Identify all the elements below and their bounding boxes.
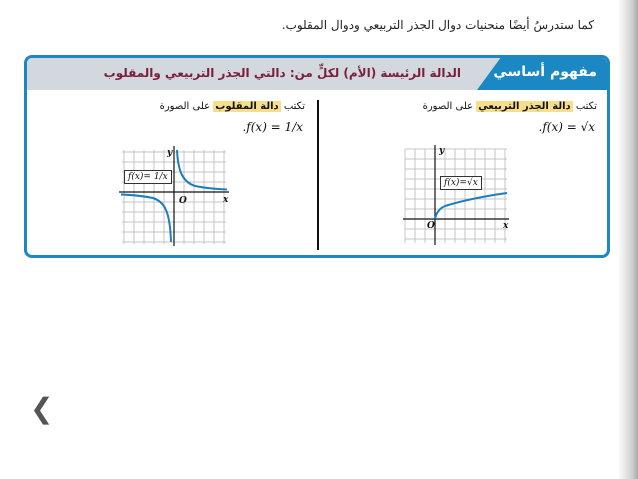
intro-text: كما ستدرسُ أيضًا منحنيات دوال الجذر التربيعي ودوال المقلوب. <box>281 18 594 32</box>
card-title: الدالة الرئيسة (الأم) لكلٍّ من: دالتي الجذر التربيعي والمقلوب <box>103 66 461 80</box>
sqrt-y-axis-label: y <box>439 146 445 156</box>
recip-description <box>160 101 305 112</box>
recip-highlight: دالة المقلوب <box>215 101 279 112</box>
recip-y-axis-label: y <box>167 148 173 158</box>
recip-x-axis-label: x <box>223 195 229 205</box>
recip-graph-label: f(x)= 1/x <box>124 170 172 184</box>
sqrt-formula: .f(x) = √x <box>538 120 595 134</box>
previous-arrow-icon[interactable]: ❮ <box>30 392 54 425</box>
sqrt-x-axis-label: x <box>503 221 509 231</box>
card-tab-label: مفهوم أساسي <box>493 64 597 80</box>
panel-divider <box>317 100 319 250</box>
recip-origin-label: O <box>179 196 187 206</box>
sqrt-description <box>423 101 597 112</box>
sqrt-prefix: تكتب <box>575 101 597 112</box>
sqrt-suffix: على الصورة <box>422 101 474 112</box>
recip-formula: .f(x) = 1/x <box>242 120 303 134</box>
sqrt-graph <box>403 145 511 245</box>
recip-graph <box>119 146 229 246</box>
recip-suffix: على الصورة <box>159 101 211 112</box>
sqrt-origin-label: O <box>427 221 435 231</box>
card-header <box>27 58 607 90</box>
recip-prefix: تكتب <box>283 101 305 112</box>
page-edge-shadow <box>618 0 638 479</box>
sqrt-graph-label: f(x)=√x <box>440 176 482 190</box>
key-concept-card <box>24 55 610 258</box>
sqrt-highlight: دالة الجذر التربيعي <box>478 101 571 112</box>
